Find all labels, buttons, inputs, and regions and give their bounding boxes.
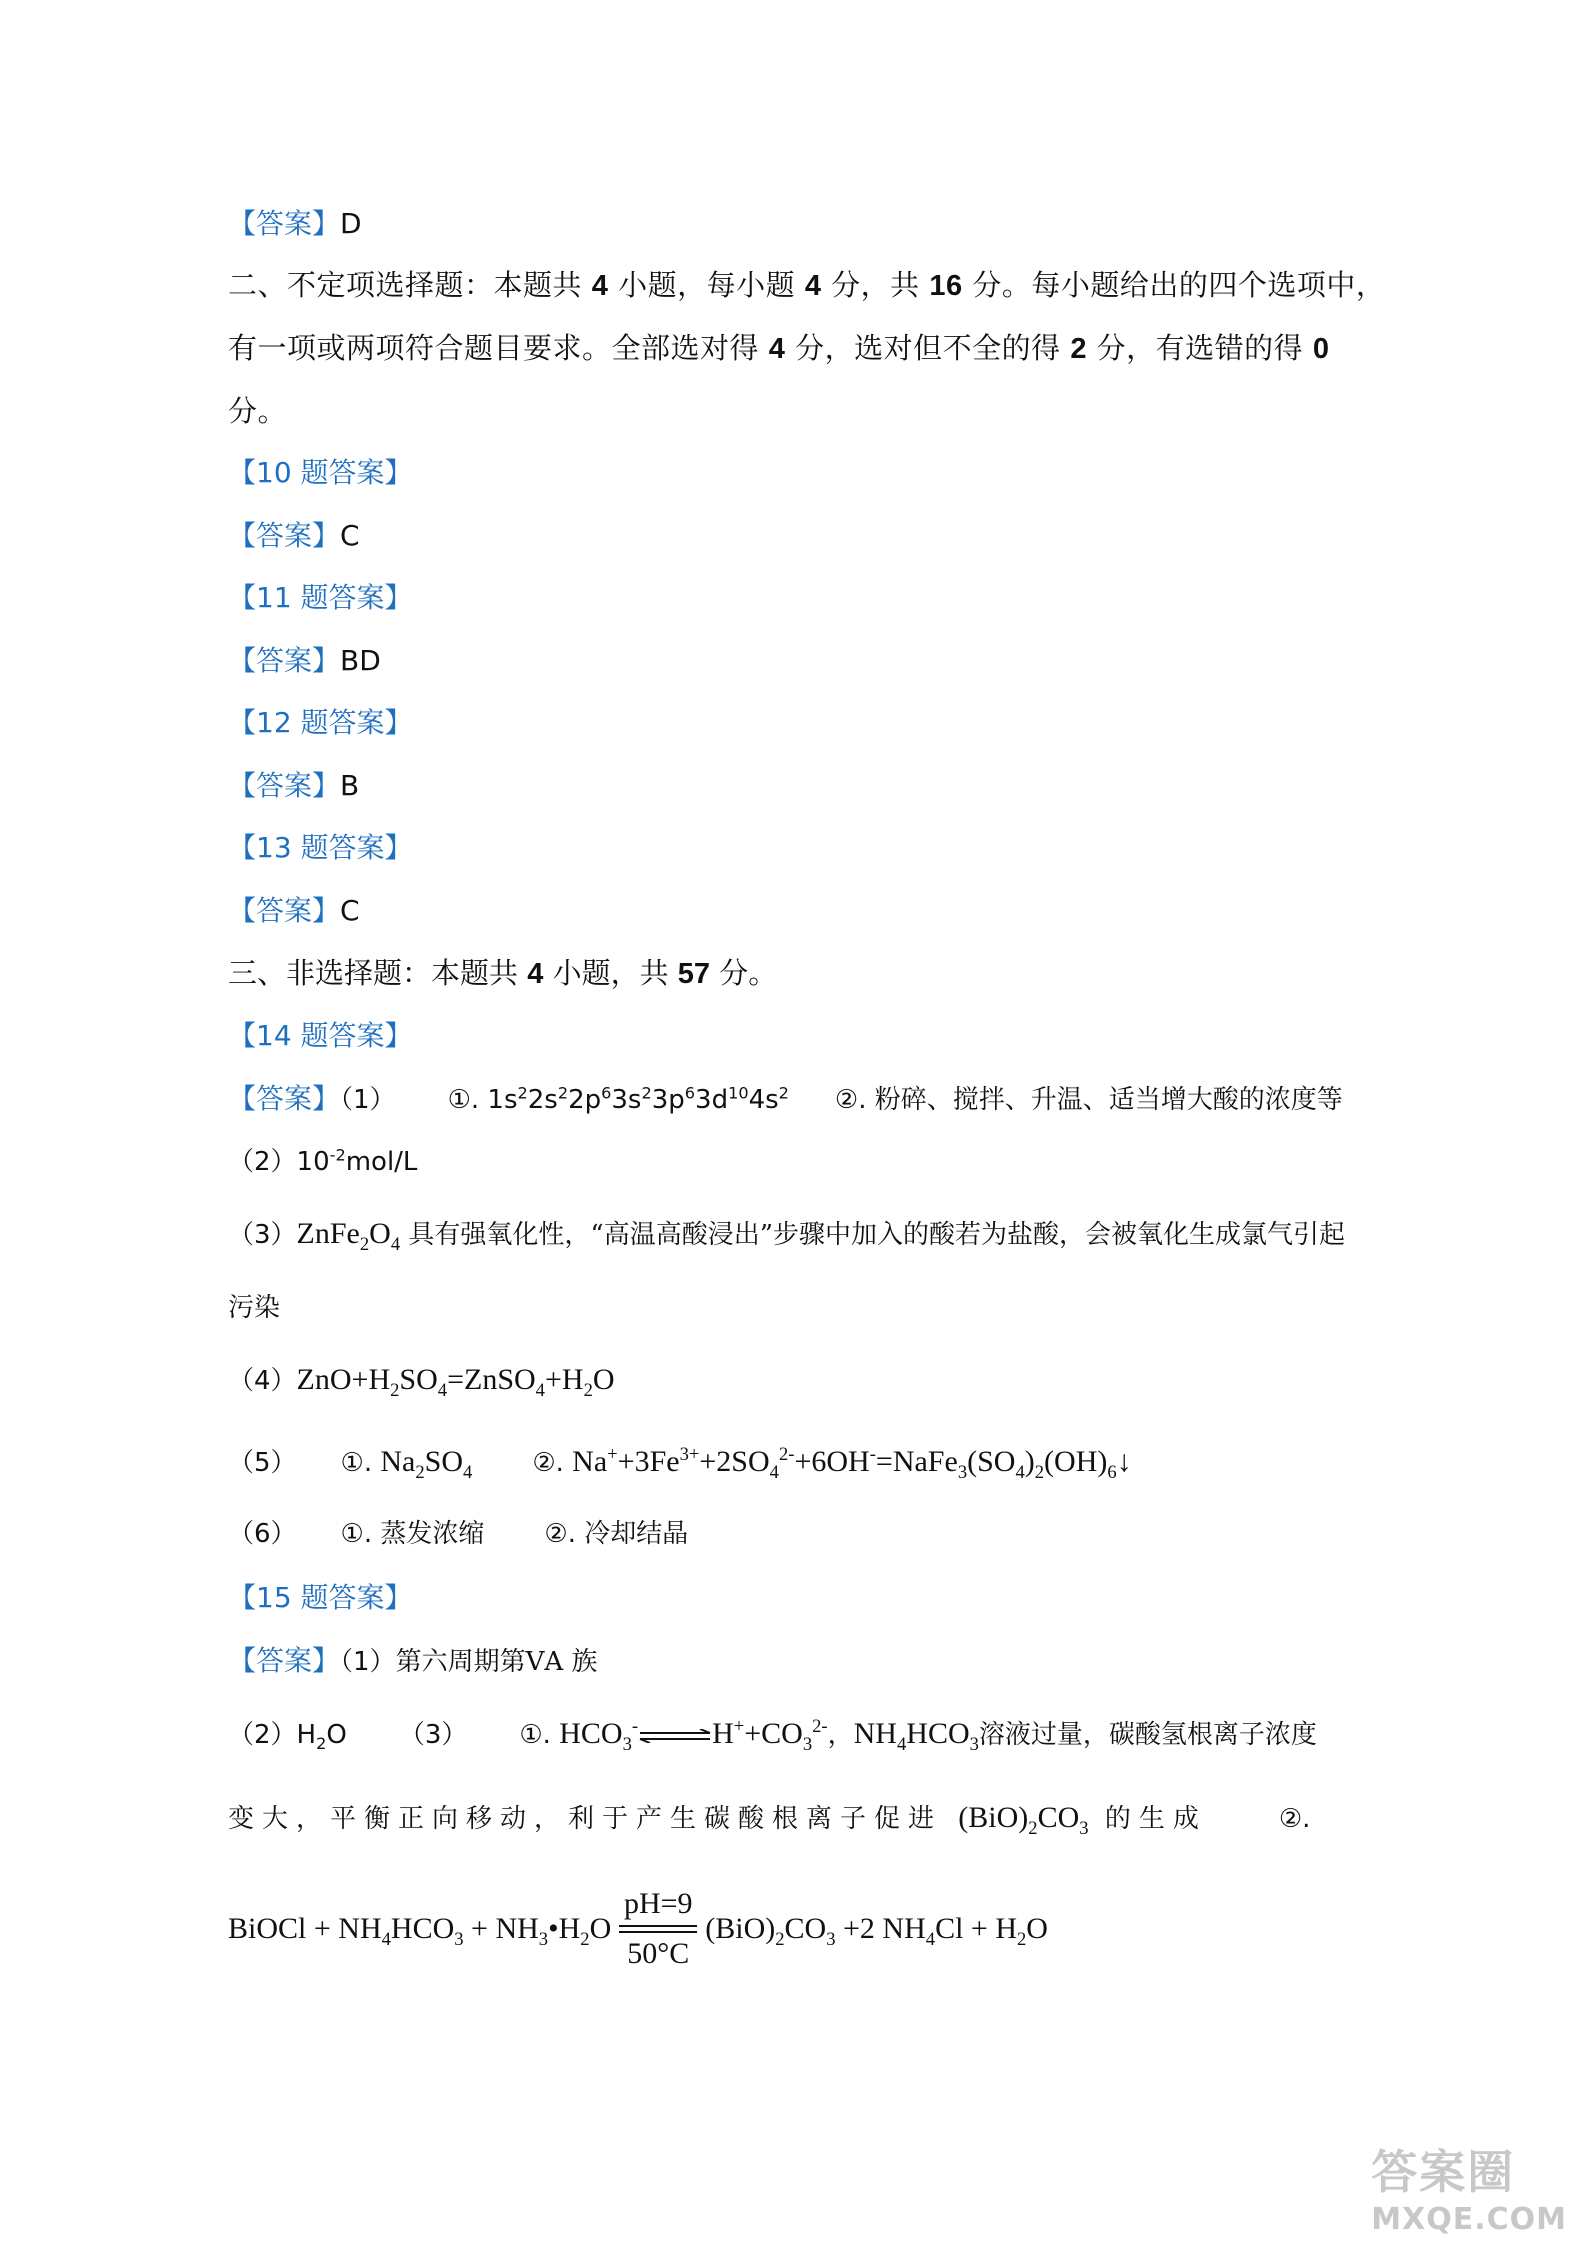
- q14-part4: [228, 1362, 615, 1399]
- answer-value: C: [340, 519, 360, 552]
- sub-label: ②.: [532, 1448, 564, 1478]
- answer-value: C: [340, 894, 360, 927]
- sub-label: ②.: [1278, 1804, 1311, 1834]
- answer-value: B: [340, 769, 360, 802]
- part-label: （3）: [228, 1220, 297, 1250]
- part3-text: 具有强氧化性，“高温高酸浸出”步骤中加入的酸若为盐酸，会被氧化生成氯气引起: [408, 1220, 1345, 1250]
- q15-explain-1: ，: [827, 1720, 854, 1750]
- q12-heading: [228, 705, 413, 741]
- q12-answer: [228, 768, 359, 804]
- condition-bottom: 50°C: [627, 1937, 690, 1970]
- formula: $(BiO)_2CO_3$: [958, 1801, 1089, 1839]
- part-label: （1）: [340, 1085, 396, 1115]
- sub-label: ②.: [544, 1519, 576, 1549]
- ionic-equation: $Na^++3Fe^{3+}+2SO_4^{2-}+6OH^-=NaFe_3(SO_4)_2(OH)_6↓$: [572, 1444, 1132, 1483]
- q15-part2-3: [228, 1716, 1317, 1753]
- sub-label: ①.: [447, 1085, 480, 1115]
- condition-top: pH=9: [623, 1887, 693, 1920]
- q14-part2: [228, 1144, 417, 1180]
- part-label: （2）: [228, 1720, 297, 1750]
- q14-part5: [228, 1444, 1132, 1481]
- reactants: BiOCl + $NH_4HCO_3$ + $NH_3•H_2O$: [228, 1912, 612, 1950]
- sub-answer: 蒸发浓缩: [380, 1519, 485, 1549]
- sub-label: ①.: [519, 1720, 551, 1750]
- products: $(BiO)_2CO_3 +2$ $NH_4Cl + H_2O$: [705, 1912, 1048, 1950]
- answer-value: BD: [340, 644, 381, 677]
- section-3-heading: [228, 955, 777, 992]
- part-label: （4）: [228, 1366, 297, 1396]
- formula: $H_2O$: [296, 1720, 347, 1754]
- sub-answer: 粉碎、搅拌、升温、适当增大酸的浓度等: [874, 1085, 1343, 1115]
- q12-tag: 【12 题答案】: [228, 706, 413, 739]
- answer-tag: 【答案】: [228, 1082, 341, 1115]
- part-answer: 第六周期第ⅤA 族: [395, 1647, 598, 1677]
- q14-part3: [228, 1216, 1345, 1253]
- q14-part3-cont: [228, 1290, 280, 1326]
- answer-line-9: [228, 206, 362, 242]
- part-label: （2）: [228, 1147, 297, 1177]
- part-label: （6）: [228, 1519, 297, 1549]
- q10-heading: [228, 455, 413, 491]
- section-2-heading: [228, 254, 1398, 442]
- q15-explain-4: 的生成: [1104, 1804, 1207, 1834]
- q11-heading: [228, 580, 413, 616]
- q14-tag: 【14 题答案】: [228, 1019, 413, 1052]
- answer-tag: 【答案】: [228, 1644, 341, 1677]
- equation: $ZnO+H_2SO_4=ZnSO_4+H_2O$: [296, 1363, 615, 1401]
- part3-text-cont: 污染: [228, 1293, 281, 1323]
- formula: $ZnFe_2O_4$: [296, 1217, 401, 1255]
- q11-tag: 【11 题答案】: [228, 581, 413, 614]
- watermark-logo-text: 答案圈: [1371, 2145, 1516, 2199]
- equals-bar: [619, 1925, 697, 1933]
- q15-heading: [228, 1580, 413, 1616]
- q11-answer: [228, 643, 381, 679]
- equilibrium-equation: $HCO_3^-$ $H^++CO_3^{2-}$: [559, 1716, 828, 1755]
- part-label: （3）: [398, 1720, 468, 1750]
- answer-tag: 【答案】: [228, 207, 341, 240]
- answer-tag: 【答案】: [228, 644, 341, 677]
- sub-label: ②.: [834, 1085, 867, 1115]
- part-label: （5）: [228, 1448, 297, 1478]
- q10-tag: 【10 题答案】: [228, 456, 413, 489]
- q15-tag: 【15 题答案】: [228, 1581, 413, 1614]
- q13-answer: [228, 893, 360, 929]
- reaction-condition: [619, 1885, 697, 1973]
- q10-answer: [228, 518, 360, 554]
- answer-tag: 【答案】: [228, 894, 341, 927]
- concentration: $10^{-2}mol/L$: [296, 1145, 418, 1177]
- answer-tag: 【答案】: [228, 519, 341, 552]
- q13-heading: [228, 830, 413, 866]
- electron-config: $1s^22s^22p^63s^23p^63d^{10}4s^2$: [487, 1083, 789, 1115]
- section-3-heading-text: 三、非选择题：本题共 4 小题，共 57 分。: [228, 956, 778, 990]
- watermark: [1371, 2136, 1567, 2237]
- sub-answer: 冷却结晶: [584, 1519, 689, 1549]
- sub-label: ①.: [340, 1519, 373, 1549]
- q13-tag: 【13 题答案】: [228, 831, 413, 864]
- formula: $NH_4HCO_3$: [853, 1717, 979, 1755]
- q15-final-equation: [228, 1874, 1048, 1984]
- answer-tag: 【答案】: [228, 769, 341, 802]
- part-label: （1）: [340, 1647, 396, 1677]
- answer-value: D: [340, 207, 362, 240]
- section-2-heading-text: 二、不定项选择题：本题共 4 小题，每小题 4 分，共 16 分。每小题给出的四个选项中，有一项或两项符合题目要求。全部选对得 4 分，选对但不全的得 2 分，有选错的得 0 分。: [228, 268, 1386, 428]
- sub-label: ①.: [340, 1448, 373, 1478]
- q15-part3-cont: [228, 1800, 1310, 1837]
- q14-part6: [228, 1516, 688, 1552]
- q14-heading: [228, 1018, 413, 1054]
- q14-part1: [228, 1081, 1343, 1118]
- q15-explain-2: 溶液过量，碳酸氢根离子浓度: [978, 1720, 1317, 1750]
- equilibrium-arrow-icon: [638, 1729, 712, 1743]
- watermark-url: MXQE.COM: [1371, 2202, 1567, 2237]
- q15-part1: [228, 1643, 597, 1680]
- q15-explain-3: 变大，平衡正向移动，利于产生碳酸根离子促进: [228, 1804, 943, 1834]
- formula: $Na_2SO_4$: [380, 1445, 473, 1483]
